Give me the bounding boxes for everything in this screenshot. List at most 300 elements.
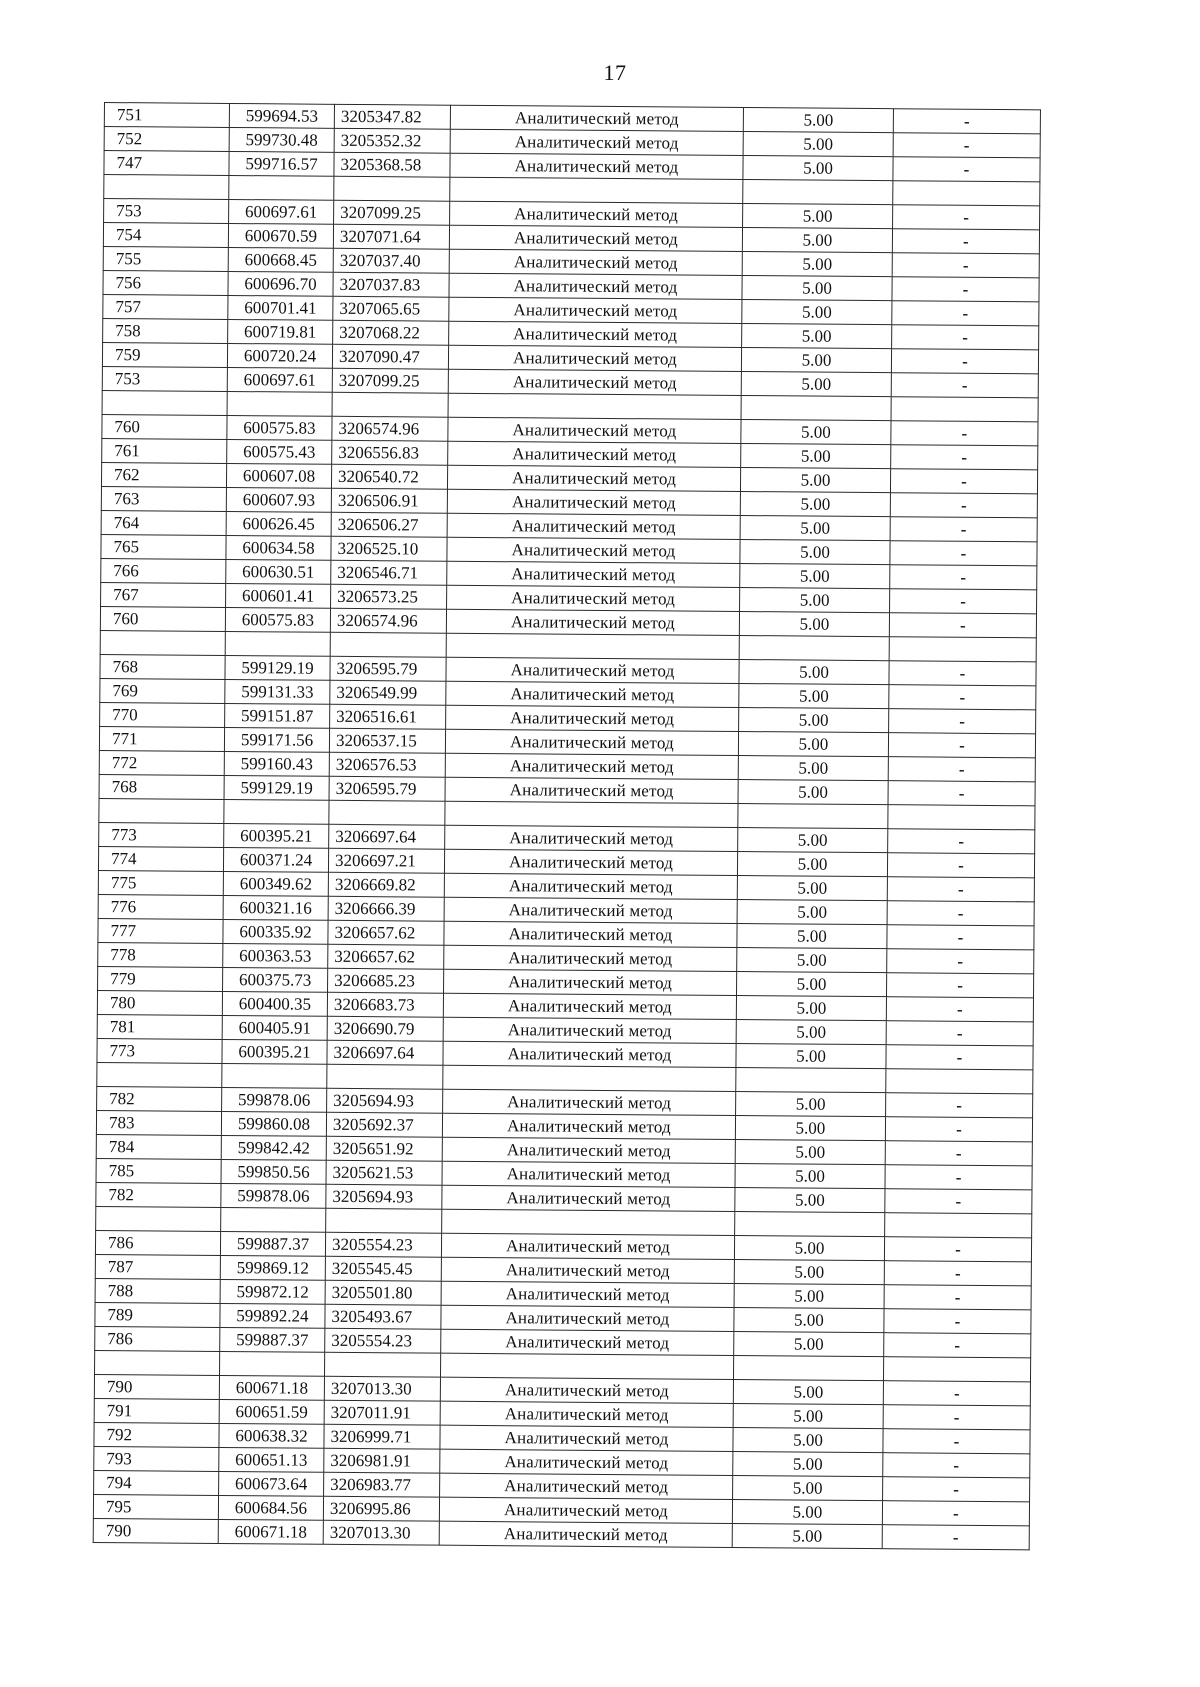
method-cell: Аналитический метод (450, 129, 743, 155)
x-coordinate-cell: 600684.56 (218, 1495, 323, 1520)
x-coordinate-cell: 600321.16 (223, 895, 328, 920)
note-cell: - (884, 1285, 1031, 1310)
empty-cell (102, 390, 227, 415)
precision-cell: 5.00 (738, 780, 888, 805)
method-cell: Аналитический метод (443, 1041, 736, 1067)
precision-cell: 5.00 (741, 348, 891, 373)
point-number-cell: 753 (102, 366, 227, 391)
y-coordinate-cell: 3206556.83 (332, 440, 448, 465)
point-number-cell: 767 (101, 582, 226, 607)
note-cell: - (882, 1501, 1029, 1526)
empty-cell (326, 1208, 442, 1233)
x-coordinate-cell: 600395.21 (224, 823, 329, 848)
precision-cell: 5.00 (735, 1115, 885, 1140)
note-cell: - (888, 733, 1035, 758)
point-number-cell: 747 (104, 151, 229, 176)
coordinates-table-wrap (93, 102, 1041, 1550)
note-cell: - (886, 1093, 1033, 1118)
precision-cell: 5.00 (734, 1283, 884, 1308)
x-coordinate-cell: 599694.53 (229, 103, 334, 128)
method-cell: Аналитический метод (449, 321, 742, 347)
method-cell: Аналитический метод (442, 1185, 735, 1211)
precision-cell: 5.00 (737, 923, 887, 948)
x-coordinate-cell: 599129.19 (224, 775, 329, 800)
empty-cell (889, 637, 1036, 662)
y-coordinate-cell: 3205694.93 (327, 1088, 443, 1113)
precision-cell: 5.00 (743, 204, 893, 229)
point-number-cell: 778 (98, 942, 223, 967)
note-cell: - (892, 253, 1039, 278)
empty-cell (330, 632, 446, 657)
y-coordinate-cell: 3205501.80 (325, 1280, 441, 1305)
precision-cell: 5.00 (733, 1475, 883, 1500)
x-coordinate-cell: 600363.53 (223, 943, 328, 968)
method-cell: Аналитический метод (445, 729, 738, 755)
method-cell: Аналитический метод (446, 705, 739, 731)
point-number-cell: 762 (101, 462, 226, 487)
y-coordinate-cell: 3206574.96 (330, 608, 446, 633)
coordinates-table (93, 102, 1041, 1550)
point-number-cell: 773 (99, 822, 224, 847)
precision-cell: 5.00 (736, 1019, 886, 1044)
method-cell: Аналитический метод (447, 561, 740, 587)
note-cell: - (884, 1333, 1031, 1358)
x-coordinate-cell: 599151.87 (225, 703, 330, 728)
precision-cell: 5.00 (740, 468, 890, 493)
precision-cell: 5.00 (736, 1091, 886, 1116)
point-number-cell: 753 (104, 199, 229, 224)
note-cell: - (886, 1021, 1033, 1046)
precision-cell: 5.00 (736, 1043, 886, 1068)
method-cell: Аналитический метод (444, 969, 737, 995)
empty-cell (440, 1353, 733, 1379)
x-coordinate-cell: 599878.06 (221, 1183, 326, 1208)
precision-cell: 5.00 (739, 708, 889, 733)
note-cell: - (885, 1165, 1032, 1190)
precision-cell: 5.00 (737, 899, 887, 924)
precision-cell: 5.00 (734, 1307, 884, 1332)
x-coordinate-cell: 600651.13 (219, 1447, 324, 1472)
precision-cell: 5.00 (740, 564, 890, 589)
y-coordinate-cell: 3206657.62 (328, 920, 444, 945)
note-cell: - (889, 613, 1036, 638)
point-number-cell: 780 (97, 990, 222, 1015)
x-coordinate-cell: 599887.37 (220, 1231, 325, 1256)
y-coordinate-cell: 3206657.62 (328, 944, 444, 969)
note-cell: - (884, 1309, 1031, 1334)
y-coordinate-cell: 3206549.99 (330, 680, 446, 705)
point-number-cell: 761 (102, 438, 227, 463)
method-cell: Аналитический метод (445, 777, 738, 803)
precision-cell: 5.00 (739, 684, 889, 709)
x-coordinate-cell: 600575.83 (227, 415, 332, 440)
empty-cell (229, 175, 334, 200)
y-coordinate-cell: 3206525.10 (331, 536, 447, 561)
x-coordinate-cell: 600575.83 (225, 607, 330, 632)
point-number-cell: 769 (100, 678, 225, 703)
note-cell: - (888, 757, 1035, 782)
y-coordinate-cell: 3207037.83 (333, 272, 449, 297)
note-cell: - (883, 1429, 1030, 1454)
x-coordinate-cell: 599869.12 (220, 1255, 325, 1280)
method-cell: Аналитический метод (449, 297, 742, 323)
precision-cell: 5.00 (737, 875, 887, 900)
x-coordinate-cell: 600671.18 (219, 1375, 324, 1400)
y-coordinate-cell: 3205651.92 (326, 1136, 442, 1161)
x-coordinate-cell: 600601.41 (226, 583, 331, 608)
empty-cell (224, 799, 329, 824)
empty-cell (222, 1063, 327, 1088)
point-number-cell: 791 (94, 1398, 219, 1423)
x-coordinate-cell: 600697.61 (227, 367, 332, 392)
y-coordinate-cell: 3206669.82 (328, 872, 444, 897)
precision-cell: 5.00 (742, 228, 892, 253)
method-cell: Аналитический метод (448, 345, 741, 371)
y-coordinate-cell: 3207071.64 (333, 224, 449, 249)
x-coordinate-cell: 600634.58 (226, 535, 331, 560)
point-number-cell: 758 (103, 318, 228, 343)
x-coordinate-cell: 600697.61 (229, 199, 334, 224)
point-number-cell: 783 (96, 1110, 221, 1135)
empty-cell (104, 175, 229, 200)
method-cell: Аналитический метод (450, 201, 743, 227)
point-number-cell: 785 (96, 1158, 221, 1183)
note-cell: - (893, 133, 1040, 158)
point-number-cell: 760 (102, 414, 227, 439)
method-cell: Аналитический метод (440, 1425, 733, 1451)
point-number-cell: 764 (101, 510, 226, 535)
precision-cell: 5.00 (735, 1187, 885, 1212)
x-coordinate-cell: 600607.08 (226, 463, 331, 488)
method-cell: Аналитический метод (439, 1521, 732, 1547)
method-cell: Аналитический метод (440, 1473, 733, 1499)
empty-cell (450, 177, 743, 203)
point-number-cell: 765 (101, 534, 226, 559)
empty-cell (332, 392, 448, 417)
precision-cell: 5.00 (733, 1451, 883, 1476)
precision-cell: 5.00 (740, 516, 890, 541)
method-cell: Аналитический метод (441, 1329, 734, 1355)
method-cell: Аналитический метод (440, 1377, 733, 1403)
point-number-cell: 786 (95, 1326, 220, 1351)
y-coordinate-cell: 3207037.40 (333, 248, 449, 273)
x-coordinate-cell: 600626.45 (226, 511, 331, 536)
precision-cell: 5.00 (740, 492, 890, 517)
method-cell: Аналитический метод (442, 1137, 735, 1163)
note-cell: - (891, 421, 1038, 446)
point-number-cell: 766 (101, 558, 226, 583)
note-cell: - (890, 565, 1037, 590)
point-number-cell: 787 (95, 1254, 220, 1279)
x-coordinate-cell: 600395.21 (222, 1039, 327, 1064)
y-coordinate-cell: 3206666.39 (328, 896, 444, 921)
x-coordinate-cell: 599129.19 (225, 655, 330, 680)
x-coordinate-cell: 600405.91 (222, 1015, 327, 1040)
x-coordinate-cell: 599131.33 (225, 679, 330, 704)
precision-cell: 5.00 (743, 132, 893, 157)
precision-cell: 5.00 (742, 252, 892, 277)
method-cell: Аналитический метод (446, 681, 739, 707)
empty-cell (733, 1355, 883, 1380)
x-coordinate-cell: 600670.59 (228, 223, 333, 248)
note-cell: - (886, 973, 1033, 998)
empty-cell (446, 633, 739, 659)
empty-cell (888, 805, 1035, 830)
precision-cell: 5.00 (739, 612, 889, 637)
note-cell: - (891, 349, 1038, 374)
empty-cell (327, 1064, 443, 1089)
x-coordinate-cell: 600651.59 (219, 1399, 324, 1424)
empty-cell (96, 1206, 221, 1231)
method-cell: Аналитический метод (443, 1089, 736, 1115)
y-coordinate-cell: 3206506.27 (331, 512, 447, 537)
precision-cell: 5.00 (740, 540, 890, 565)
note-cell: - (887, 901, 1034, 926)
y-coordinate-cell: 3205621.53 (326, 1160, 442, 1185)
precision-cell: 5.00 (741, 420, 891, 445)
method-cell: Аналитический метод (440, 1449, 733, 1475)
point-number-cell: 772 (99, 750, 224, 775)
empty-cell (99, 798, 224, 823)
y-coordinate-cell: 3206697.64 (329, 824, 445, 849)
method-cell: Аналитический метод (449, 249, 742, 275)
note-cell: - (887, 853, 1034, 878)
method-cell: Аналитический метод (447, 513, 740, 539)
method-cell: Аналитический метод (449, 225, 742, 251)
x-coordinate-cell: 599160.43 (224, 751, 329, 776)
empty-cell (324, 1352, 440, 1377)
x-coordinate-cell: 600349.62 (223, 871, 328, 896)
note-cell: - (889, 685, 1036, 710)
y-coordinate-cell: 3206546.71 (331, 560, 447, 585)
method-cell: Аналитический метод (439, 1497, 732, 1523)
y-coordinate-cell: 3205545.45 (325, 1256, 441, 1281)
y-coordinate-cell: 3205493.67 (325, 1304, 441, 1329)
method-cell: Аналитический метод (445, 753, 738, 779)
method-cell: Аналитический метод (446, 657, 739, 683)
point-number-cell: 754 (103, 223, 228, 248)
page-number: 17 (603, 60, 627, 85)
precision-cell: 5.00 (733, 1379, 883, 1404)
method-cell: Аналитический метод (442, 1161, 735, 1187)
note-cell: - (892, 277, 1039, 302)
x-coordinate-cell: 599887.37 (220, 1327, 325, 1352)
method-cell: Аналитический метод (441, 1305, 734, 1331)
x-coordinate-cell: 600371.24 (223, 847, 328, 872)
method-cell: Аналитический метод (450, 153, 743, 179)
y-coordinate-cell: 3206690.79 (327, 1016, 443, 1041)
point-number-cell: 774 (98, 846, 223, 871)
y-coordinate-cell: 3205692.37 (326, 1112, 442, 1137)
y-coordinate-cell: 3207068.22 (333, 320, 449, 345)
note-cell: - (888, 829, 1035, 854)
note-cell: - (887, 949, 1034, 974)
point-number-cell: 782 (96, 1182, 221, 1207)
method-cell: Аналитический метод (443, 1017, 736, 1043)
empty-cell (741, 396, 891, 421)
point-number-cell: 756 (103, 270, 228, 295)
precision-cell: 5.00 (742, 324, 892, 349)
precision-cell: 5.00 (733, 1427, 883, 1452)
point-number-cell: 752 (104, 127, 229, 152)
x-coordinate-cell: 600720.24 (227, 343, 332, 368)
precision-cell: 5.00 (741, 444, 891, 469)
method-cell: Аналитический метод (444, 849, 737, 875)
empty-cell (442, 1209, 735, 1235)
coordinates-table-body (93, 103, 1040, 1550)
method-cell: Аналитический метод (445, 825, 738, 851)
empty-cell (736, 1067, 886, 1092)
y-coordinate-cell: 3205554.23 (325, 1232, 441, 1257)
y-coordinate-cell: 3205368.58 (334, 152, 450, 177)
empty-cell (227, 391, 332, 416)
precision-cell: 5.00 (735, 1139, 885, 1164)
empty-cell (883, 1357, 1030, 1382)
method-cell: Аналитический метод (444, 945, 737, 971)
note-cell: - (890, 589, 1037, 614)
note-cell: - (893, 157, 1040, 182)
note-cell: - (890, 541, 1037, 566)
empty-cell (95, 1350, 220, 1375)
point-number-cell: 782 (97, 1086, 222, 1111)
method-cell: Аналитический метод (442, 1113, 735, 1139)
note-cell: - (889, 661, 1036, 686)
y-coordinate-cell: 3207090.47 (332, 344, 448, 369)
y-coordinate-cell: 3206981.91 (324, 1448, 440, 1473)
y-coordinate-cell: 3206537.15 (329, 728, 445, 753)
point-number-cell: 751 (104, 103, 229, 128)
x-coordinate-cell: 599878.06 (222, 1087, 327, 1112)
method-cell: Аналитический метод (450, 105, 743, 131)
precision-cell: 5.00 (742, 300, 892, 325)
empty-cell (885, 1213, 1032, 1238)
point-number-cell: 768 (100, 654, 225, 679)
y-coordinate-cell: 3206983.77 (324, 1472, 440, 1497)
y-coordinate-cell: 3206999.71 (324, 1424, 440, 1449)
note-cell: - (890, 493, 1037, 518)
y-coordinate-cell: 3205554.23 (325, 1328, 441, 1353)
method-cell: Аналитический метод (447, 537, 740, 563)
note-cell: - (883, 1405, 1030, 1430)
point-number-cell: 768 (99, 774, 224, 799)
method-cell: Аналитический метод (448, 417, 741, 443)
precision-cell: 5.00 (738, 756, 888, 781)
note-cell: - (885, 1189, 1032, 1214)
precision-cell: 5.00 (734, 1259, 884, 1284)
point-number-cell: 790 (94, 1374, 219, 1399)
x-coordinate-cell: 600638.32 (219, 1423, 324, 1448)
precision-cell: 5.00 (737, 971, 887, 996)
y-coordinate-cell: 3206516.61 (330, 704, 446, 729)
note-cell: - (892, 301, 1039, 326)
empty-cell (334, 176, 450, 201)
point-number-cell: 755 (103, 246, 228, 271)
method-cell: Аналитический метод (441, 1257, 734, 1283)
point-number-cell: 777 (98, 918, 223, 943)
method-cell: Аналитический метод (447, 465, 740, 491)
note-cell: - (892, 325, 1039, 350)
y-coordinate-cell: 3206573.25 (331, 584, 447, 609)
empty-cell (443, 1065, 736, 1091)
note-cell: - (883, 1453, 1030, 1478)
empty-cell (743, 180, 893, 205)
y-coordinate-cell: 3205352.32 (334, 128, 450, 153)
method-cell: Аналитический метод (448, 441, 741, 467)
note-cell: - (889, 709, 1036, 734)
y-coordinate-cell: 3206574.96 (332, 416, 448, 441)
point-number-cell: 790 (93, 1518, 218, 1543)
method-cell: Аналитический метод (447, 489, 740, 515)
note-cell: - (884, 1237, 1031, 1262)
empty-cell (738, 804, 888, 829)
x-coordinate-cell: 600696.70 (228, 271, 333, 296)
x-coordinate-cell: 600719.81 (228, 319, 333, 344)
point-number-cell: 771 (99, 726, 224, 751)
precision-cell: 5.00 (738, 828, 888, 853)
note-cell: - (885, 1117, 1032, 1142)
empty-cell (448, 393, 741, 419)
y-coordinate-cell: 3206576.53 (329, 752, 445, 777)
precision-cell: 5.00 (736, 995, 886, 1020)
y-coordinate-cell: 3206540.72 (331, 464, 447, 489)
point-number-cell: 781 (97, 1014, 222, 1039)
y-coordinate-cell: 3206697.21 (328, 848, 444, 873)
point-number-cell: 794 (94, 1470, 219, 1495)
x-coordinate-cell: 600335.92 (223, 919, 328, 944)
method-cell: Аналитический метод (449, 273, 742, 299)
y-coordinate-cell: 3207013.30 (323, 1520, 439, 1545)
x-coordinate-cell: 600400.35 (222, 991, 327, 1016)
point-number-cell: 760 (100, 606, 225, 631)
empty-cell (891, 397, 1038, 422)
note-cell: - (893, 205, 1040, 230)
y-coordinate-cell: 3207011.91 (324, 1400, 440, 1425)
x-coordinate-cell: 600375.73 (223, 967, 328, 992)
note-cell: - (888, 781, 1035, 806)
empty-cell (221, 1207, 326, 1232)
y-coordinate-cell: 3207099.25 (332, 368, 448, 393)
note-cell: - (883, 1477, 1030, 1502)
x-coordinate-cell: 600575.43 (227, 439, 332, 464)
precision-cell: 5.00 (740, 588, 890, 613)
empty-cell (225, 631, 330, 656)
empty-cell (445, 801, 738, 827)
precision-cell: 5.00 (742, 276, 892, 301)
y-coordinate-cell: 3207065.65 (333, 296, 449, 321)
point-number-cell: 784 (96, 1134, 221, 1159)
empty-cell (100, 630, 225, 655)
x-coordinate-cell: 599730.48 (229, 127, 334, 152)
y-coordinate-cell: 3206697.64 (327, 1040, 443, 1065)
note-cell: - (886, 1045, 1033, 1070)
precision-cell: 5.00 (734, 1235, 884, 1260)
y-coordinate-cell: 3206595.79 (330, 656, 446, 681)
note-cell: - (886, 997, 1033, 1022)
method-cell: Аналитический метод (441, 1281, 734, 1307)
method-cell: Аналитический метод (443, 993, 736, 1019)
note-cell: - (885, 1141, 1032, 1166)
precision-cell: 5.00 (739, 660, 889, 685)
empty-cell (893, 181, 1040, 206)
precision-cell: 5.00 (737, 851, 887, 876)
x-coordinate-cell: 599850.56 (221, 1159, 326, 1184)
y-coordinate-cell: 3207099.25 (334, 200, 450, 225)
x-coordinate-cell: 599171.56 (224, 727, 329, 752)
x-coordinate-cell: 600668.45 (228, 247, 333, 272)
empty-cell (739, 636, 889, 661)
empty-cell (329, 800, 445, 825)
point-number-cell: 759 (102, 342, 227, 367)
